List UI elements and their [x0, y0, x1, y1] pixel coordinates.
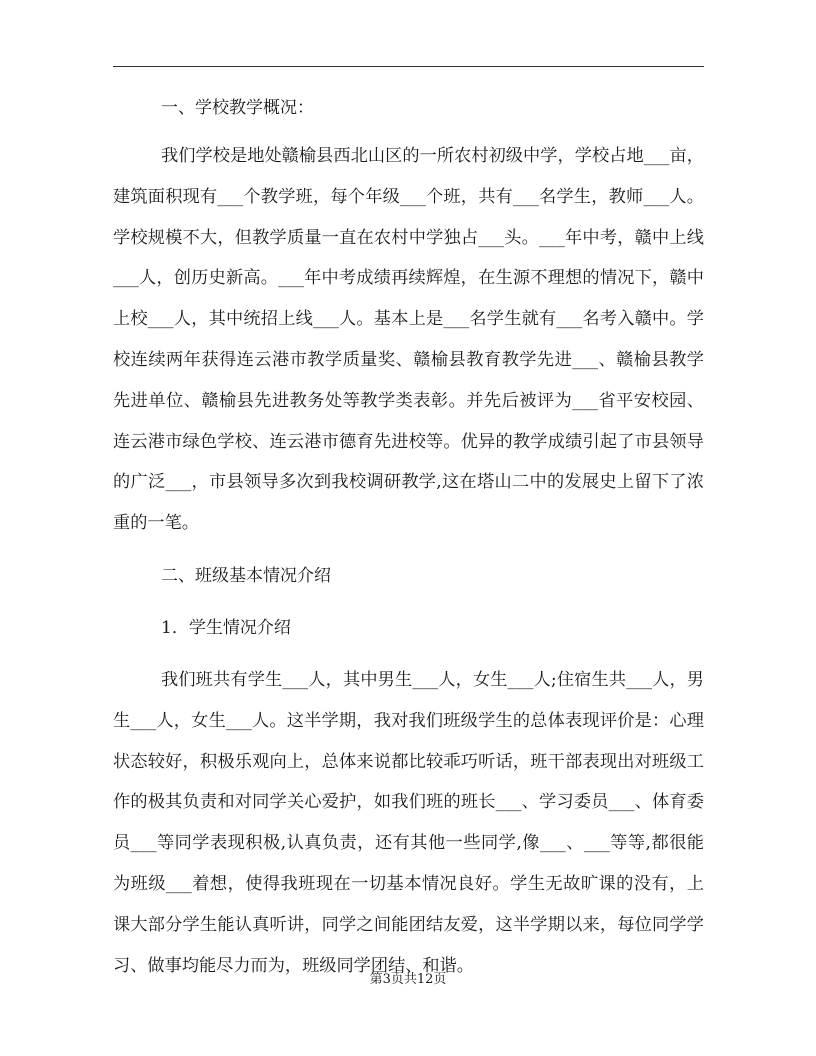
section1-heading: 一、学校教学概况：: [161, 98, 314, 118]
section2-paragraph: 我们班共有学生___人，其中男生___人，女生___人;住宿生共___人，男生___人，女生___人。这半学期，我对我们班级学生的总体表现评价是：心理状态较好，积极乐观向上，总体来说都比较乖巧听话，班干部表现出对班级工作的极其负责和对同学关心爱护，如我们班的班长___、学习委员___、体育委员___等同学表现积极,认真负责，还有其他一些同学,像___、___等等,都很能为班级___着想，使得我班现在一切基本情况良好。学生无故旷课的没有，上课大部分学生能认真听讲，同学之间能团结友爱，这半学期以来，每位同学学习、做事均能尽力而为，班级同学团结、和谐。: [113, 669, 704, 976]
document-body: [113, 88, 704, 986]
header-rule: [113, 66, 704, 67]
section1-paragraph: 我们学校是地处赣榆县西北山区的一所农村初级中学，学校占地___亩，建筑面积现有___个教学班，每个年级___个班，共有___名学生，教师___人。学校规模不大，但教学质量一直在农村中学独占___头。___年中考，赣中上线___人，创历史新高。___年中考成绩再续辉煌，在生源不理想的情况下，赣中上校___人，其中统招上线___人。基本上是___名学生就有___名考入赣中。学校连续两年获得连云港市教学质量奖、赣榆县教育教学先进___、赣榆县教学先进单位、赣榆县先进教务处等教学类表彰。并先后被评为___省平安校园、连云港市绿色学校、连云港市德育先进校等。优异的教学成绩引起了市县领导的广泛___，市县领导多次到我校调研教学,这在塔山二中的发展史上留下了浓重的一笔。: [113, 146, 704, 534]
section2-heading: 二、班级基本情况介绍: [161, 565, 331, 586]
page-number: 第3页共12页: [369, 972, 447, 987]
subsection1-heading: 1．学生情况介绍: [161, 617, 291, 638]
